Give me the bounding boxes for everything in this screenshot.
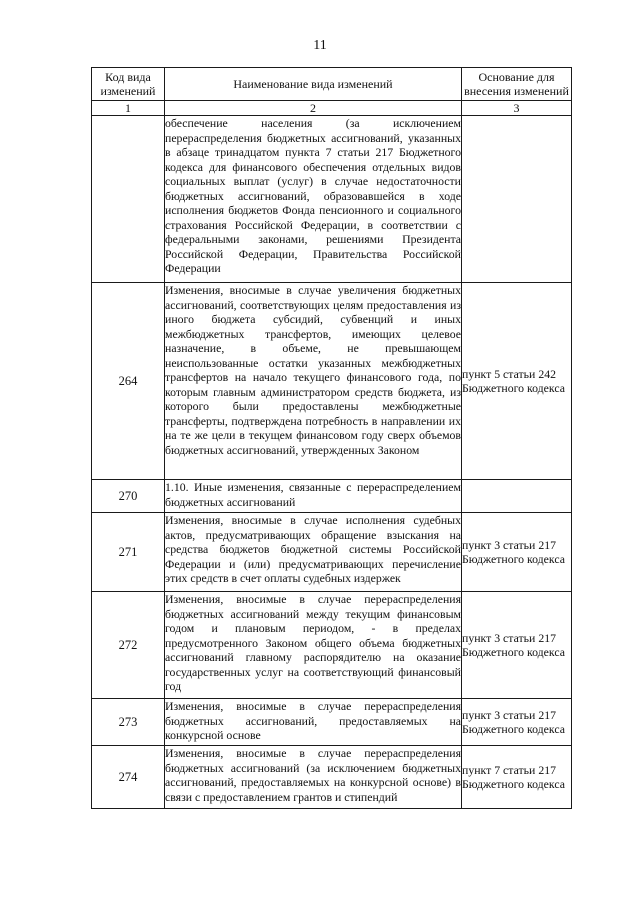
header-name: Наименование вида изменений [165,68,462,101]
row-basis [462,480,572,513]
row-code: 274 [92,746,165,809]
row-name-text: обеспечение населения (за исключением перераспределения бюджетных ассигнований, указанных в абзаце тринадцатом пункта 7 статьи 217 Бюджетного кодекса для финансового обеспечения отдельных видов социальных выплат (услуг) в случае недостаточности бюджетных ассигнований, образовавшейся в ходе исполнения бюджетов Фонда пенсионного и социального страхования Российской Федерации, в соответствии с федеральными законами, решениями Президента Российской Федерации, Правительства Российской Федерации [165,116,461,275]
row-name [165,513,462,592]
row-name-text: 1.10. Иные изменения, связанные с перераспределением бюджетных ассигнований [165,480,461,509]
row-name [165,746,462,809]
row-name [165,592,462,699]
table-row [92,480,572,513]
row-name [165,283,462,480]
row-code: 273 [92,699,165,746]
row-name-text: Изменения, вносимые в случае перераспределения бюджетных ассигнований (за исключением бюджетных ассигнований, предоставляемых на конкурсной основе) в связи с предоставлением грантов и стипендий [165,746,461,804]
row-basis: пункт 5 статьи 242 Бюджетного кодекса [462,283,572,480]
column-number: 3 [462,101,572,116]
table-header-row [92,68,572,101]
page-number: 11 [313,38,327,53]
table-row [92,592,572,699]
column-number: 1 [92,101,165,116]
row-basis: пункт 7 статьи 217 Бюджетного кодекса [462,746,572,809]
changes-table [91,67,572,809]
header-basis: Основание для внесения изменений [462,68,572,101]
table-row [92,746,572,809]
column-number-row [92,101,572,116]
row-code: 272 [92,592,165,699]
table-row [92,283,572,480]
table-row [92,513,572,592]
row-name [165,699,462,746]
row-code: 270 [92,480,165,513]
row-name-text: Изменения, вносимые в случае увеличения бюджетных ассигнований, соответствующих целям предоставления из иного бюджета субсидий, субвенций и иных межбюджетных трансфертов, имеющих целевое назначение, в объеме, не превышающем неиспользованные остатки указанных межбюджетных трансфертов на начало текущего финансового года, по которым главным администратором средств бюджета, из которого были предоставлены межбюджетные трансферты, подтверждена потребность в направлении их на те же цели в текущем финансовом году сверх объемов бюджетных ассигнований, утвержденных Законом [165,283,461,457]
row-name [165,116,462,283]
row-basis: пункт 3 статьи 217 Бюджетного кодекса [462,699,572,746]
row-code [92,116,165,283]
row-basis [462,116,572,283]
row-name-text: Изменения, вносимые в случае перераспределения бюджетных ассигнований между текущим финансовым годом и плановым периодом, - в пределах предусмотренного Законом общего объема бюджетных ассигнований главному распорядителю на оказание государственных услуг на соответствующий финансовый год [165,592,461,693]
row-code: 271 [92,513,165,592]
row-basis: пункт 3 статьи 217 Бюджетного кодекса [462,513,572,592]
table-row [92,116,572,283]
row-name-text: Изменения, вносимые в случае исполнения судебных актов, предусматривающих обращение взыскания на средства бюджетов бюджетной системы Российской Федерации и (или) предусматривающих перечисление этих средств в счет оплаты судебных издержек [165,513,461,585]
row-name [165,480,462,513]
header-code: Код вида изменений [92,68,165,101]
row-name-text: Изменения, вносимые в случае перераспределения бюджетных ассигнований, предоставляемых на конкурсной основе [165,699,461,742]
row-basis: пункт 3 статьи 217 Бюджетного кодекса [462,592,572,699]
row-code: 264 [92,283,165,480]
column-number: 2 [165,101,462,116]
table-row [92,699,572,746]
